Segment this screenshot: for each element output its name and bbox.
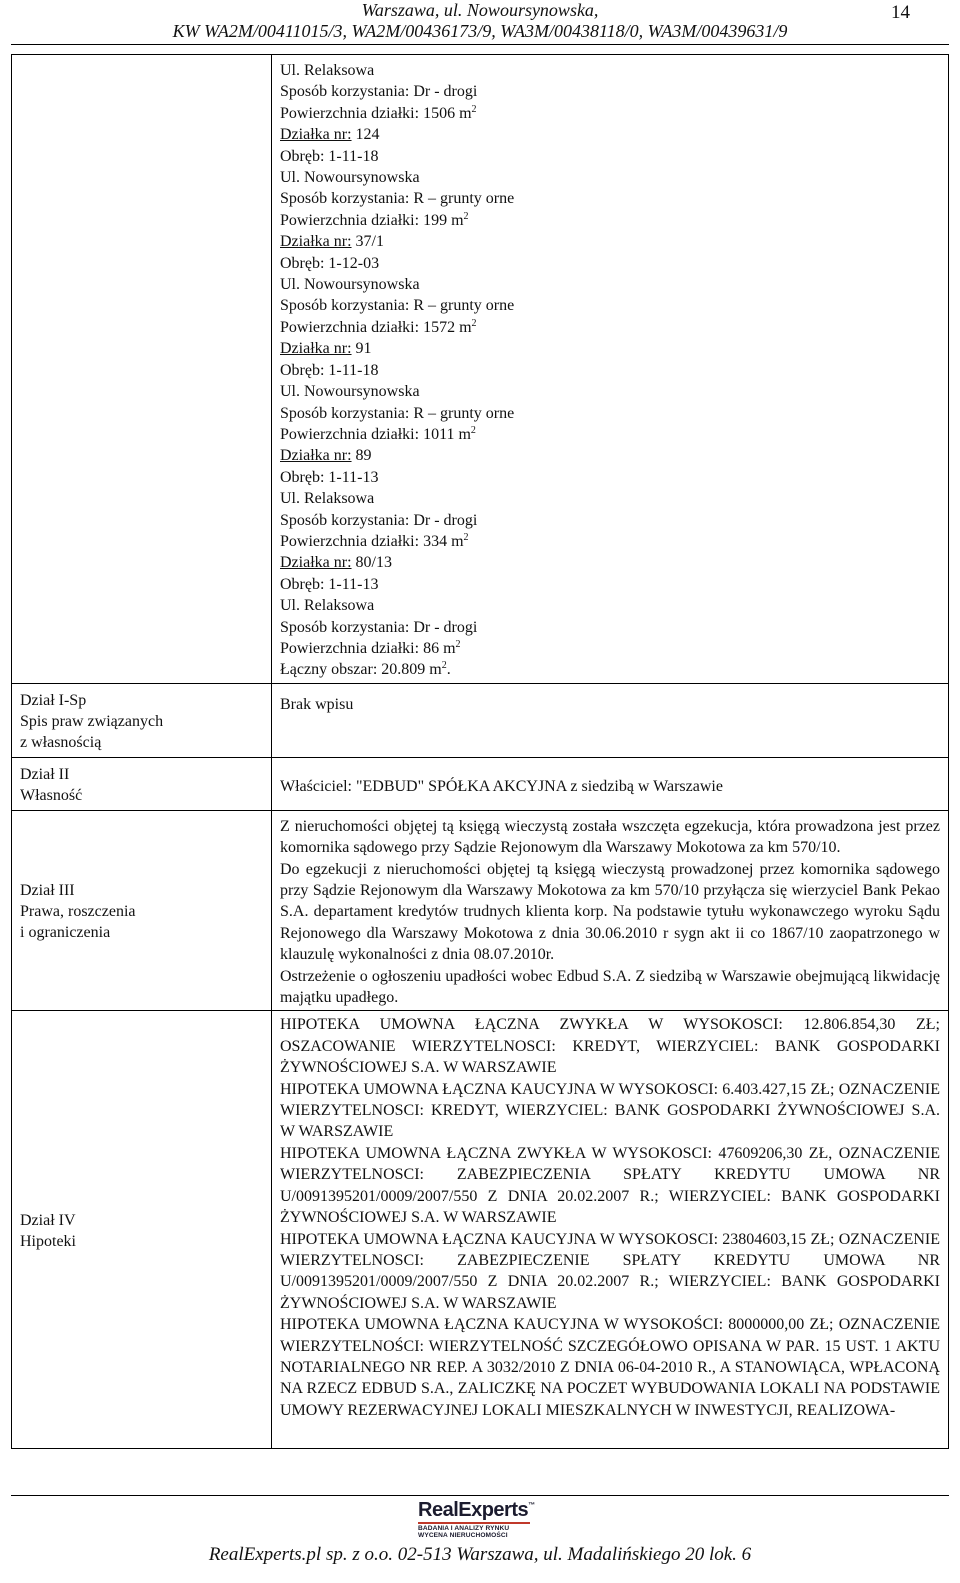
parcel-area-line: Powierzchnia działki: 199 $m^2$ bbox=[280, 210, 469, 229]
logo-wordmark: RealExperts™ bbox=[418, 1499, 535, 1521]
parcel-area-line: Powierzchnia działki: 1572 $m^2$ bbox=[280, 317, 477, 336]
parcel-detail-line: Obręb: 1-11-13 bbox=[280, 468, 379, 486]
parcel-label: Działka nr: bbox=[280, 233, 352, 251]
logo-tagline-1: BADANIA I ANALIZY RYNKU bbox=[418, 1525, 510, 1532]
mortgage-entry: HIPOTEKA UMOWNA ŁĄCZNA KAUCYJNA W WYSOKOŚCI: 8000000,00 ZŁ; OZNACZENIE WIERZYTELNOŚCI: WIERZYTELNOŚĆ SZCZEGÓŁOWO OPISANA W PAR. 15 UST. 1 AKTU NOTARIALNEGO NR REP. A 3032/2010 Z DNIA 06-04-2010 R., A STANOWIĄCA, WPŁACONĄ NA RZECZ EDBUD S.A., ZALICZKĘ NA POCZET WYBUDOWANIA LOKALI NA PODSTAWIE UMOWY REZERWACYJNEJ LOKALI MIESZKALNYCH W INWESTYCJI, REALIZOWA- bbox=[280, 1316, 940, 1419]
section-1sp-subtitle2: z własnością bbox=[20, 733, 102, 751]
section-3-subtitle: Prawa, roszczenia bbox=[20, 903, 136, 921]
parcel-label: Działka nr: bbox=[280, 340, 352, 358]
page-header bbox=[0, 0, 960, 42]
parcel-detail-line: Obręb: 1-12-03 bbox=[280, 254, 380, 272]
section-4-content bbox=[272, 1011, 949, 1449]
section-3-paragraph: Z nieruchomości objętej tą księgą wieczystą została wszczęta egzekucja, która prowadzona jest przez komornika sądowego przy Sądzie Rejonowym dla Warszawy Mokotowa za km 570/10. bbox=[280, 817, 940, 857]
footer-address: RealExperts.pl sp. z o.o. 02-513 Warszawa, ul. Madalińskiego 20 lok. 6 bbox=[208, 1544, 752, 1565]
section-2-row bbox=[12, 757, 949, 810]
section-3-paragraph: Ostrzeżenie o ogłoszeniu upadłości wobec Edbud S.A. Z siedzibą w Warszawie obejmującą likwidację majątku upadłego. bbox=[280, 967, 940, 1007]
parcel-detail-line: Obręb: 1-11-18 bbox=[280, 361, 379, 379]
parcels-row bbox=[12, 55, 949, 684]
section-3-paragraph: Do egzekucji z nieruchomości objętej tą księgą wieczystą prowadzonej przez komornika sądowego przy Sądzie Rejonowym dla Warszawy Mokotowa za km 570/10 przyłącza się wierzyciel Bank Pekao S.A. departament kredytów trudnych klienta korp. Na podstawie tytułu wykonawczego wyroku Sądu Rejonowego dla Warszawy Mokotowa z dnia 30.06.2010 r sygn akt ii co 1867/10 zaopatrzonego w klauzulę wykonalności z dnia 08.07.2010r. bbox=[280, 860, 940, 964]
section-1sp-label bbox=[12, 683, 272, 757]
parcel-detail-line: Sposób korzystania: R – grunty orne bbox=[280, 297, 515, 315]
section-2-title: Dział II bbox=[20, 765, 70, 783]
parcel-number: 80/13 bbox=[351, 554, 392, 572]
parcel-area-line: Powierzchnia działki: 334 $m^2$ bbox=[280, 531, 469, 550]
section-1sp-row bbox=[12, 683, 949, 757]
mortgage-entry: HIPOTEKA UMOWNA ŁĄCZNA ZWYKŁA W WYSOKOSCI: 12.806.854,30 ZŁ; OSZACOWANIE WIERZYTELNOSCI: KREDYT, WIERZYCIEL: BANK GOSPODARKI ŻYWNOŚCIOWEJ S.A. W WARSZAWIE bbox=[280, 1016, 940, 1077]
section-4-row bbox=[12, 1011, 949, 1449]
header-divider bbox=[11, 44, 949, 45]
parcel-area-line: Powierzchnia działki: 1011 $m^2$ bbox=[280, 424, 476, 443]
section-4-subtitle: Hipoteki bbox=[20, 1232, 76, 1250]
parcel-detail-line: Sposób korzystania: Dr - drogi bbox=[280, 618, 478, 636]
parcel-detail-line: Sposób korzystania: Dr - drogi bbox=[280, 511, 478, 529]
parcels-label-cell bbox=[12, 55, 272, 684]
parcels-cell bbox=[272, 55, 949, 684]
section-2-subtitle: Własność bbox=[20, 786, 83, 804]
section-2-content: Właściciel: "EDBUD" SPÓŁKA AKCYJNA z siedzibą w Warszawie bbox=[272, 757, 949, 810]
parcel-detail-line: Sposób korzystania: Dr - drogi bbox=[280, 83, 478, 101]
parcel-label: Działka nr: bbox=[280, 447, 352, 465]
parcel-number-line bbox=[280, 231, 940, 252]
parcel-detail-line: Ul. Nowoursynowska bbox=[280, 276, 420, 294]
logo-tagline-2: WYCENA NIERUCHOMOŚCI bbox=[418, 1532, 508, 1539]
section-3-subtitle2: i ograniczenia bbox=[20, 924, 111, 942]
page-number: 14 bbox=[891, 2, 910, 23]
logo-accent-bar bbox=[418, 1522, 530, 1524]
section-3-row bbox=[12, 810, 949, 1011]
parcel-list bbox=[280, 60, 940, 659]
parcel-label: Działka nr: bbox=[280, 126, 352, 144]
parcel-number-line bbox=[280, 552, 940, 573]
parcel-detail-line: Ul. Nowoursynowska bbox=[280, 383, 420, 401]
header-address: Warszawa, ul. Nowoursynowska, bbox=[361, 0, 599, 20]
parcel-number: 37/1 bbox=[351, 233, 384, 251]
parcel-detail-line: Ul. Relaksowa bbox=[280, 490, 375, 508]
parcel-label: Działka nr: bbox=[280, 554, 352, 572]
section-3-label bbox=[12, 810, 272, 1011]
mortgage-entry: HIPOTEKA UMOWNA ŁĄCZNA KAUCYJNA W WYSOKOSCI: 6.403.427,15 ZŁ; OZNACZENIE WIERZYTELNOSCI: KREDYT, WIERZYCIEL: BANK GOSPODARKI ŻYWNOŚCIOWEJ S.A. W WARSZAWIE bbox=[280, 1080, 940, 1141]
parcel-area-line: Powierzchnia działki: 86 $m^2$ bbox=[280, 638, 461, 657]
section-4-title: Dział IV bbox=[20, 1211, 76, 1229]
realexperts-logo bbox=[418, 1500, 542, 1542]
parcel-number-line bbox=[280, 338, 940, 359]
parcel-detail-line: Ul. Nowoursynowska bbox=[280, 169, 420, 187]
section-3-title: Dział III bbox=[20, 882, 75, 900]
parcel-detail-line: Obręb: 1-11-18 bbox=[280, 147, 379, 165]
parcel-detail-line: Ul. Relaksowa bbox=[280, 62, 375, 79]
land-register-table bbox=[11, 54, 949, 1449]
section-1sp-subtitle: Spis praw związanych bbox=[20, 712, 164, 730]
parcel-area-line: Powierzchnia działki: 1506 $m^2$ bbox=[280, 103, 477, 122]
mortgage-entry: HIPOTEKA UMOWNA ŁĄCZNA KAUCYJNA W WYSOKOSCI: 23804603,15 ZŁ; OZNACZENIE WIERZYTELNOSCI: ZABEZPIECZENIE SPŁATY KREDYTU UMOWA NR U/0091395201/0009/2007/550 Z DNIA 20.02.2007 R.; WIERZYCIEL: BANK GOSPODARKI ŻYWNOŚCIOWEJ S.A. W WARSZAWIE bbox=[280, 1230, 940, 1312]
parcel-detail-line: Sposób korzystania: R – grunty orne bbox=[280, 404, 515, 422]
section-2-label bbox=[12, 757, 272, 810]
total-area: Łączny obszar: 20.809 $m^2$. bbox=[280, 660, 451, 679]
parcel-number: 89 bbox=[351, 447, 372, 465]
section-1sp-content: Brak wpisu bbox=[272, 683, 949, 757]
parcel-detail-line: Ul. Relaksowa bbox=[280, 597, 375, 615]
parcel-number-line bbox=[280, 124, 940, 145]
footer-divider bbox=[11, 1495, 949, 1496]
parcel-number: 124 bbox=[351, 126, 380, 144]
header-kw-numbers: KW WA2M/00411015/3, WA2M/00436173/9, WA3M/00438118/0, WA3M/00439631/9 bbox=[172, 21, 788, 41]
mortgage-entry: HIPOTEKA UMOWNA ŁĄCZNA ZWYKŁA W WYSOKOSCI: 47609206,30 ZŁ, OZNACZENIE WIERZYTELNOSCI: ZABEZPIECZENIA SPŁATY KREDYTU UMOWA NR U/0091395201/0009/2007/550 Z DNIA 20.02.2007 R.; WIERZYCIEL: BANK GOSPODARKI ŻYWNOŚCIOWEJ S.A. W WARSZAWIE bbox=[280, 1144, 940, 1227]
section-1sp-title: Dział I-Sp bbox=[20, 691, 87, 709]
parcel-number: 91 bbox=[351, 340, 372, 358]
parcel-number-line bbox=[280, 445, 940, 466]
section-4-label bbox=[12, 1011, 272, 1449]
parcel-detail-line: Sposób korzystania: R – grunty orne bbox=[280, 190, 515, 208]
parcel-detail-line: Obręb: 1-11-13 bbox=[280, 575, 379, 593]
section-3-content bbox=[272, 810, 949, 1011]
